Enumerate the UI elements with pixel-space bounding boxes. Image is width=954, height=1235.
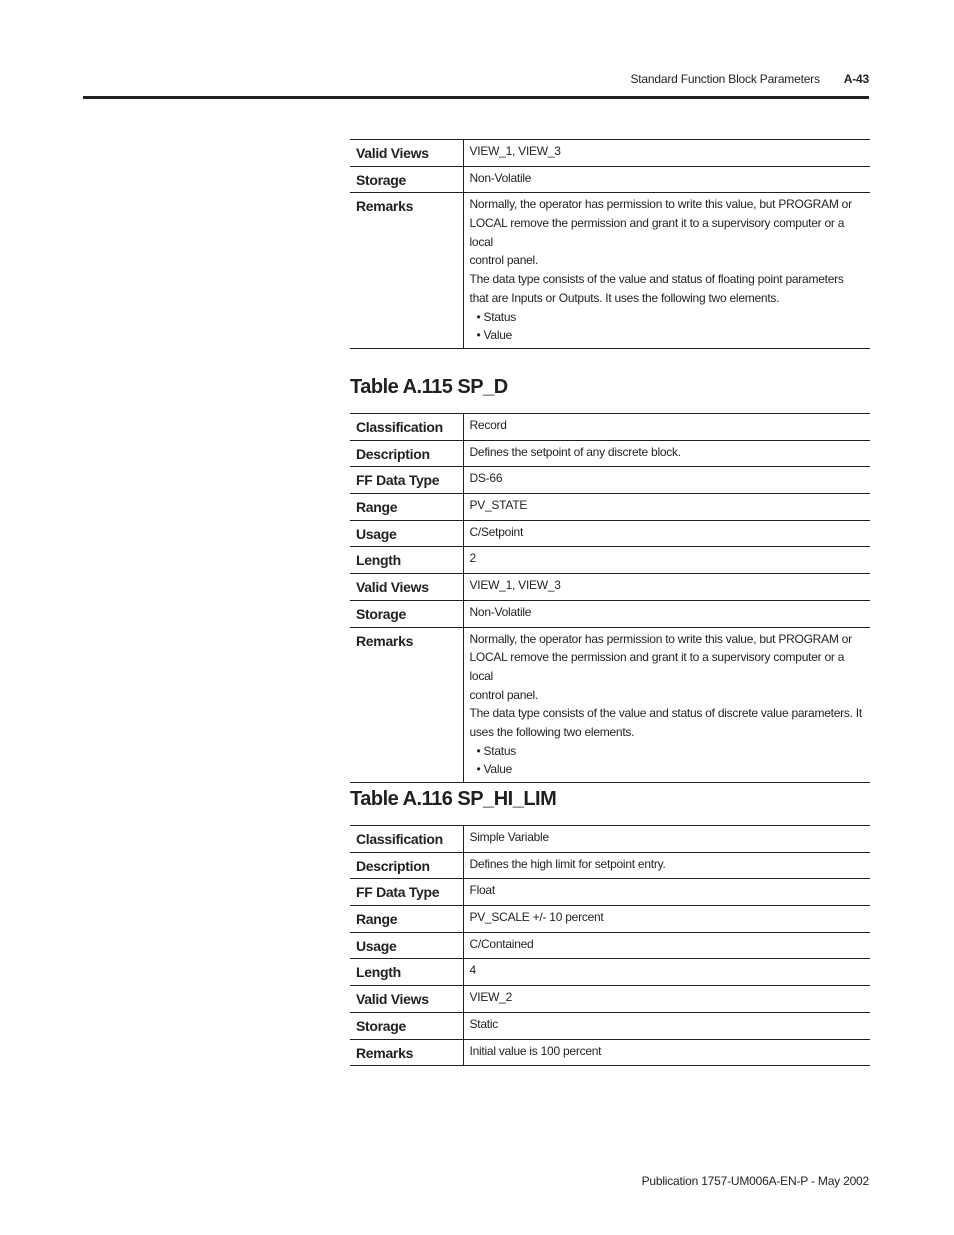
row-label: Valid Views xyxy=(350,140,463,167)
row-value: Defines the setpoint of any discrete block. xyxy=(463,440,870,467)
row-label: Range xyxy=(350,494,463,521)
row-label: Remarks xyxy=(350,1039,463,1066)
row-label: Classification xyxy=(350,414,463,441)
table-row xyxy=(350,140,870,167)
bullet-item: • Status xyxy=(476,743,517,758)
publication-footer: Publication 1757-UM006A-EN-P - May 2002 xyxy=(641,1174,869,1188)
row-value: 2 xyxy=(463,547,870,574)
table-row xyxy=(350,520,870,547)
remarks-line: that are Inputs or Outputs. It uses the following two elements. xyxy=(469,290,780,305)
table-row xyxy=(350,600,870,627)
row-label: Valid Views xyxy=(350,574,463,601)
row-label: FF Data Type xyxy=(350,879,463,906)
row-label: Usage xyxy=(350,932,463,959)
row-value: Float xyxy=(463,879,870,906)
remarks-line: The data type consists of the value and status of discrete value parameters. It xyxy=(469,706,862,721)
row-label: Storage xyxy=(350,166,463,193)
table-row xyxy=(350,932,870,959)
remarks-line: uses the following two elements. xyxy=(469,725,635,740)
row-value: Initial value is 100 percent xyxy=(463,1039,870,1066)
table-row xyxy=(350,906,870,933)
row-value: PV_STATE xyxy=(463,494,870,521)
row-value: Static xyxy=(463,1012,870,1039)
table-row-remarks xyxy=(350,627,870,783)
table-caption: Table A.115 SP_D xyxy=(350,376,508,398)
row-value: PV_SCALE +/- 10 percent xyxy=(463,906,870,933)
continued-table xyxy=(350,139,870,349)
table-row xyxy=(350,440,870,467)
row-value: DS-66 xyxy=(463,467,870,494)
row-value: Record xyxy=(463,414,870,441)
row-label: Usage xyxy=(350,520,463,547)
running-header xyxy=(630,72,869,86)
remarks-line: control panel. xyxy=(469,687,539,702)
row-value: Non-Volatile xyxy=(463,600,870,627)
row-label: Description xyxy=(350,440,463,467)
table-row xyxy=(350,547,870,574)
header-rule xyxy=(83,96,869,99)
remarks-line: control panel. xyxy=(469,253,539,268)
header-section-title: Standard Function Block Parameters xyxy=(630,72,820,86)
table-row xyxy=(350,494,870,521)
row-label: Length xyxy=(350,959,463,986)
remarks-text xyxy=(463,627,870,783)
table-row xyxy=(350,1039,870,1066)
row-label: Classification xyxy=(350,826,463,853)
row-label: Storage xyxy=(350,1012,463,1039)
table-row xyxy=(350,467,870,494)
table-a115 xyxy=(350,413,870,783)
row-label: Length xyxy=(350,547,463,574)
table-row xyxy=(350,826,870,853)
row-label: Remarks xyxy=(350,193,463,349)
row-label: Description xyxy=(350,852,463,879)
table-row xyxy=(350,574,870,601)
row-value: VIEW_1, VIEW_3 xyxy=(463,574,870,601)
remarks-text xyxy=(463,193,870,349)
remarks-line: LOCAL remove the permission and grant it to a supervisory computer or a local xyxy=(469,650,845,683)
table-row xyxy=(350,414,870,441)
table-a116 xyxy=(350,825,870,1066)
table-row xyxy=(350,879,870,906)
remarks-line: Normally, the operator has permission to write this value, but PROGRAM or xyxy=(469,197,852,212)
table-row xyxy=(350,986,870,1013)
row-value: 4 xyxy=(463,959,870,986)
bullet-item: • Status xyxy=(476,309,517,324)
remarks-line: LOCAL remove the permission and grant it to a supervisory computer or a local xyxy=(469,216,845,249)
row-value: C/Setpoint xyxy=(463,520,870,547)
table-row xyxy=(350,959,870,986)
row-value: VIEW_2 xyxy=(463,986,870,1013)
row-value: VIEW_1, VIEW_3 xyxy=(463,140,870,167)
row-label: Remarks xyxy=(350,627,463,783)
remarks-line: The data type consists of the value and status of floating point parameters xyxy=(469,272,844,287)
table-row-remarks xyxy=(350,193,870,349)
table-row xyxy=(350,852,870,879)
row-label: Range xyxy=(350,906,463,933)
table-row xyxy=(350,1012,870,1039)
row-label: Valid Views xyxy=(350,986,463,1013)
row-label: FF Data Type xyxy=(350,467,463,494)
row-label: Storage xyxy=(350,600,463,627)
bullet-item: • Value xyxy=(476,328,513,343)
table-row xyxy=(350,166,870,193)
row-value: Simple Variable xyxy=(463,826,870,853)
page-number: A-43 xyxy=(843,72,869,86)
row-value: Defines the high limit for setpoint entry. xyxy=(463,852,870,879)
table-caption: Table A.116 SP_HI_LIM xyxy=(350,788,557,810)
row-value: C/Contained xyxy=(463,932,870,959)
row-value: Non-Volatile xyxy=(463,166,870,193)
bullet-item: • Value xyxy=(476,762,513,777)
remarks-line: Normally, the operator has permission to write this value, but PROGRAM or xyxy=(469,631,852,646)
